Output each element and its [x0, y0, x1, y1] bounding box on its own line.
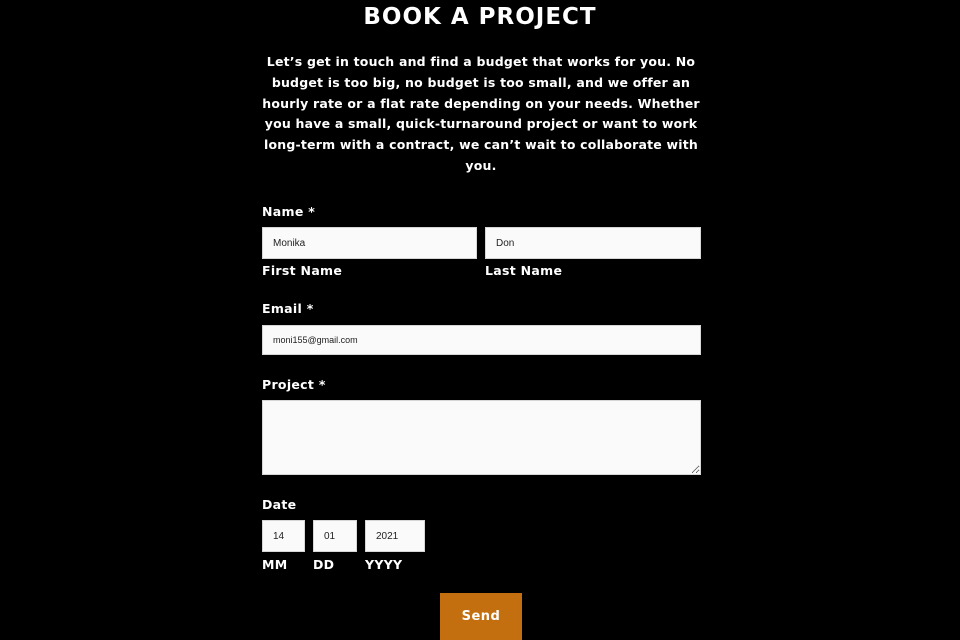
name-label: Name * [262, 204, 316, 219]
send-button[interactable]: Send [440, 593, 522, 640]
last-name-label: Last Name [485, 263, 563, 278]
last-name-input[interactable] [485, 227, 701, 259]
email-label: Email * [262, 301, 314, 316]
project-label: Project * [262, 377, 326, 392]
date-day-input[interactable] [313, 520, 357, 552]
date-label: Date [262, 497, 297, 512]
date-year-input[interactable] [365, 520, 425, 552]
first-name-input[interactable] [262, 227, 477, 259]
page-title: BOOK A PROJECT [363, 4, 597, 30]
project-textarea[interactable] [262, 400, 701, 475]
date-year-label: YYYY [365, 557, 403, 572]
date-month-input[interactable] [262, 520, 305, 552]
date-day-label: DD [313, 557, 335, 572]
date-month-label: MM [262, 557, 288, 572]
email-field[interactable] [262, 325, 701, 355]
intro-text: Let’s get in touch and find a budget that works for you. No budget is too big, no budget is too small, and we offer an hourly rate or a flat rate depending on your needs. Whether you have a small, quick-turnaround project or want to work long-term with a contract, we can’t wait to collaborate with you. [262, 54, 700, 173]
first-name-label: First Name [262, 263, 343, 278]
